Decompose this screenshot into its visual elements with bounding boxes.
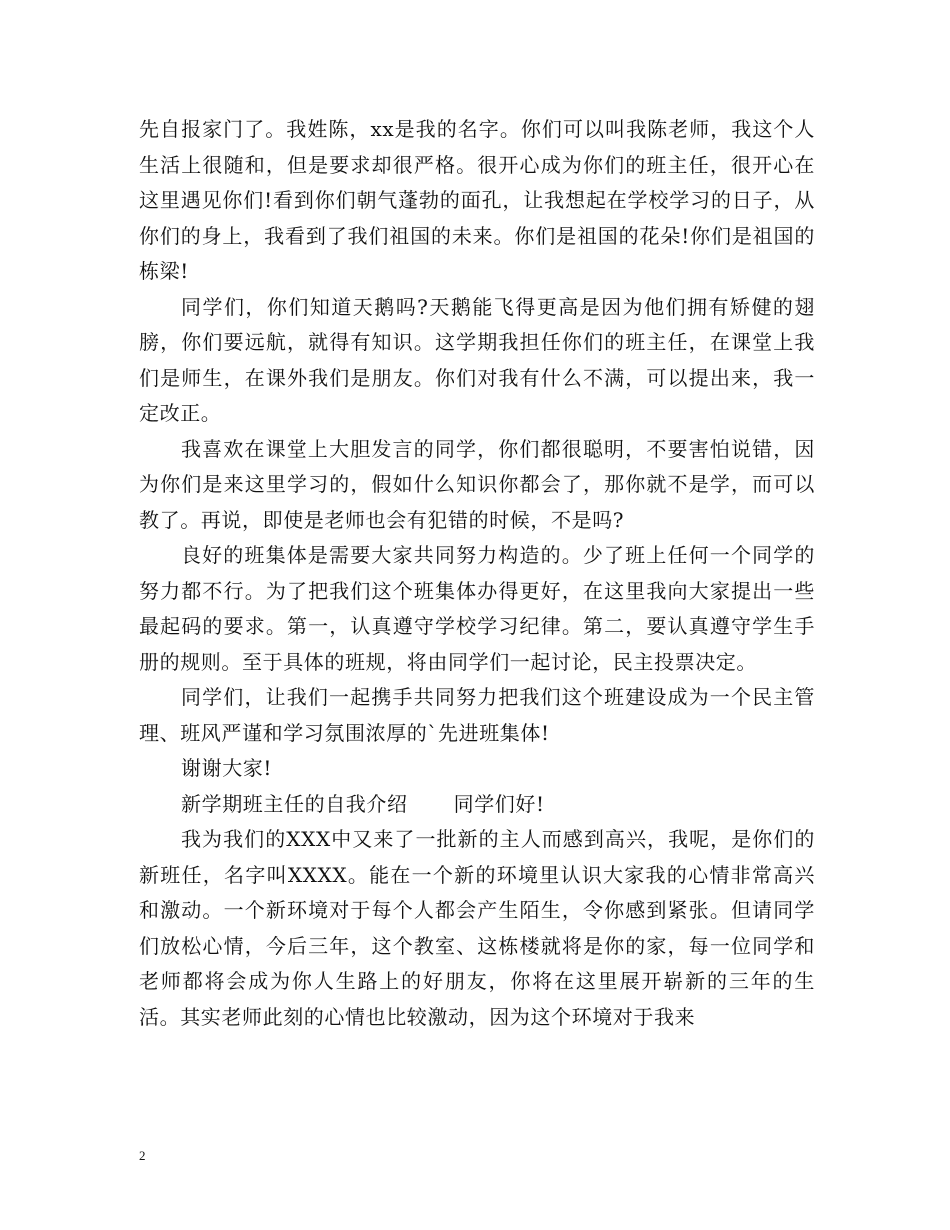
document-body bbox=[139, 112, 815, 1035]
paragraph-7 bbox=[139, 787, 815, 823]
paragraph-3: 我喜欢在课堂上大胆发言的同学，你们都很聪明，不要害怕说错，因为你们是来这里学习的，假如什么知识你都会了，那你就不是学，而可以教了。再说，即使是老师也会有犯错的时候，不是吗? bbox=[139, 436, 815, 532]
page-number: 2 bbox=[139, 1148, 146, 1163]
paragraph-2: 同学们，你们知道天鹅吗?天鹅能飞得更高是因为他们拥有矫健的翅膀，你们要远航，就得有知识。这学期我担任你们的班主任，在课堂上我们是师生，在课外我们是朋友。你们对我有什么不满，可以提出来，我一定改正。 bbox=[139, 294, 815, 425]
section-title: 新学期班主任的自我介绍 bbox=[181, 791, 408, 816]
greeting-text: 同学们好! bbox=[453, 791, 545, 816]
paragraph-4: 良好的班集体是需要大家共同努力构造的。少了班上任何一个同学的努力都不行。为了把我们这个班集体办得更好，在这里我向大家提出一些最起码的要求。第一，认真遵守学校学习纪律。第二，要认真遵守学生手册的规则。至于具体的班规，将由同学们一起讨论，民主投票决定。 bbox=[139, 543, 815, 674]
paragraph-8: 我为我们的XXX中又来了一批新的主人而感到高兴，我呢，是你们的新班任，名字叫XXXX。能在一个新的环境里认识大家我的心情非常高兴和激动。一个新环境对于每个人都会产生陌生，令你感到紧张。但请同学们放松心情，今后三年，这个教室、这栋楼就将是你的家，每一位同学和老师都将会成为你人生路上的好朋友，你将在这里展开崭新的三年的生活。其实老师此刻的心情也比较激动，因为这个环境对于我来 bbox=[139, 827, 815, 1029]
paragraph-1: 先自报家门了。我姓陈，xx是我的名字。你们可以叫我陈老师，我这个人生活上很随和，但是要求却很严格。很开心成为你们的班主任，很开心在这里遇见你们!看到你们朝气蓬勃的面孔，让我想起在学校学习的日子，从你们的身上，我看到了我们祖国的未来。你们是祖国的花朵!你们是祖国的栋梁! bbox=[139, 117, 815, 283]
paragraph-6: 谢谢大家! bbox=[181, 756, 273, 780]
paragraph-5: 同学们，让我们一起携手共同努力把我们这个班建设成为一个民主管理、班风严谨和学习氛围浓厚的`先进班集体! bbox=[139, 685, 815, 745]
